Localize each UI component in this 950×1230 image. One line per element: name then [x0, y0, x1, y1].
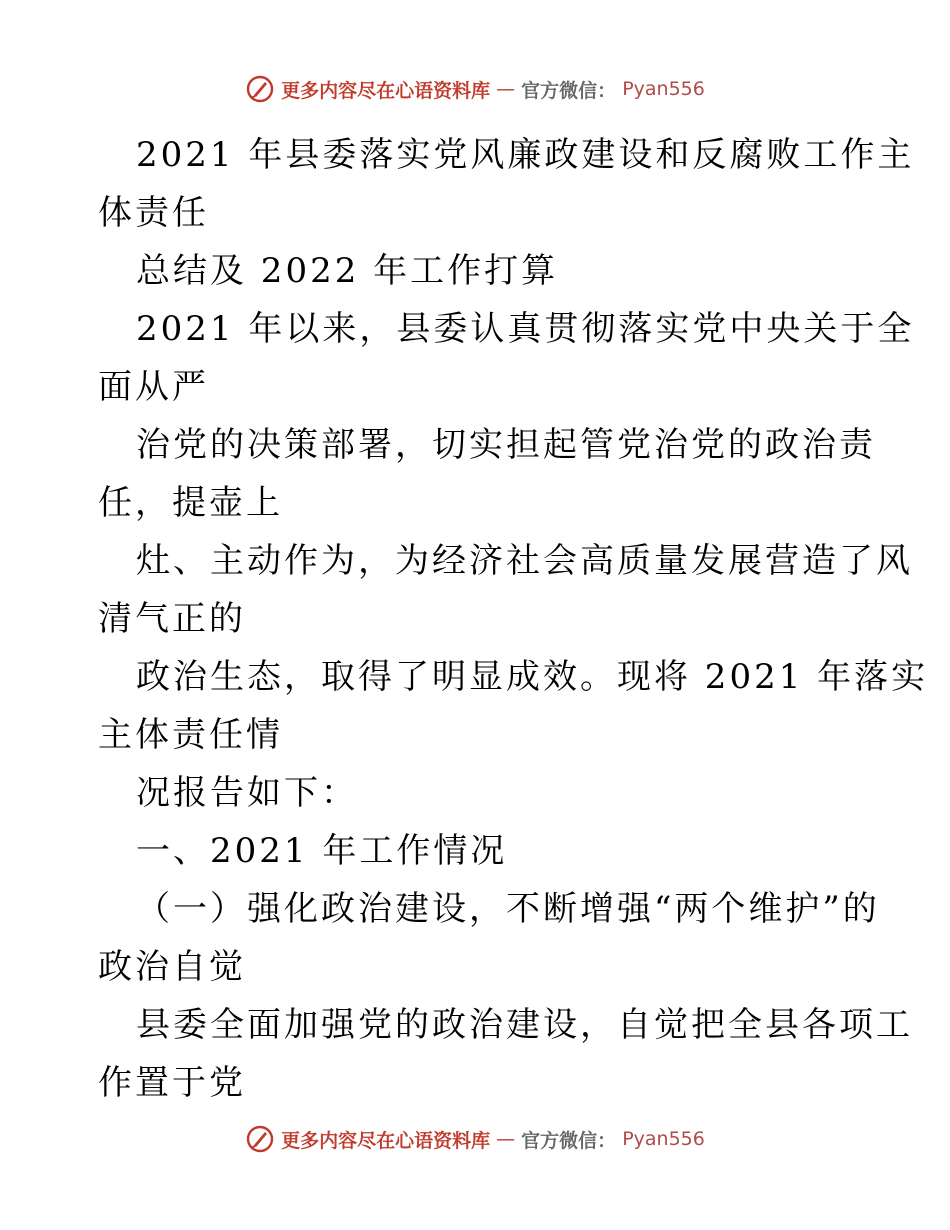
section-heading: 一、2021 年工作情况 — [136, 831, 508, 871]
watermark-dash: — — [496, 78, 516, 100]
header-watermark — [0, 74, 950, 104]
title-line-3: 总结及 2022 年工作打算 — [136, 251, 559, 291]
quill-seal-icon — [245, 74, 275, 104]
paragraph-line: 作置于党 — [98, 1063, 246, 1103]
watermark-dash: — — [496, 1128, 516, 1150]
paragraph-line: 主体责任情 — [98, 715, 283, 755]
paragraph-line: 况报告如下： — [136, 773, 358, 813]
paragraph-line: 治党的决策部署，切实担起管党治党的政治责 — [136, 425, 876, 465]
watermark-label: 官方微信： — [521, 1129, 617, 1152]
document-body — [98, 126, 929, 1112]
subsection-heading: （一）强化政治建设，不断增强“两个维护”的 — [136, 889, 880, 929]
paragraph-line: 县委全面加强党的政治建设，自觉把全县各项工 — [136, 1005, 913, 1045]
paragraph-line: 灶、主动作为，为经济社会高质量发展营造了风 — [136, 541, 913, 581]
paragraph-line: 政治生态，取得了明显成效。现将 2021 年落实 — [136, 657, 929, 697]
title-line-2: 体责任 — [98, 193, 209, 233]
watermark-prefix: 更多内容尽在心语资料库 — [281, 1129, 491, 1152]
watermark-label: 官方微信： — [521, 79, 617, 102]
paragraph-line: 清气正的 — [98, 599, 246, 639]
watermark-id: Pyan556 — [622, 1128, 705, 1150]
paragraph-line: 任，提壶上 — [98, 483, 283, 523]
paragraph-line: 面从严 — [98, 367, 209, 407]
quill-seal-icon — [245, 1124, 275, 1154]
footer-watermark — [0, 1124, 950, 1154]
subsection-heading-cont: 政治自觉 — [98, 947, 246, 987]
watermark-prefix: 更多内容尽在心语资料库 — [281, 79, 491, 102]
title-line-1: 2021 年县委落实党风廉政建设和反腐败工作主 — [136, 135, 915, 175]
paragraph-line: 2021 年以来，县委认真贯彻落实党中央关于全 — [136, 309, 915, 349]
watermark-id: Pyan556 — [622, 78, 705, 100]
